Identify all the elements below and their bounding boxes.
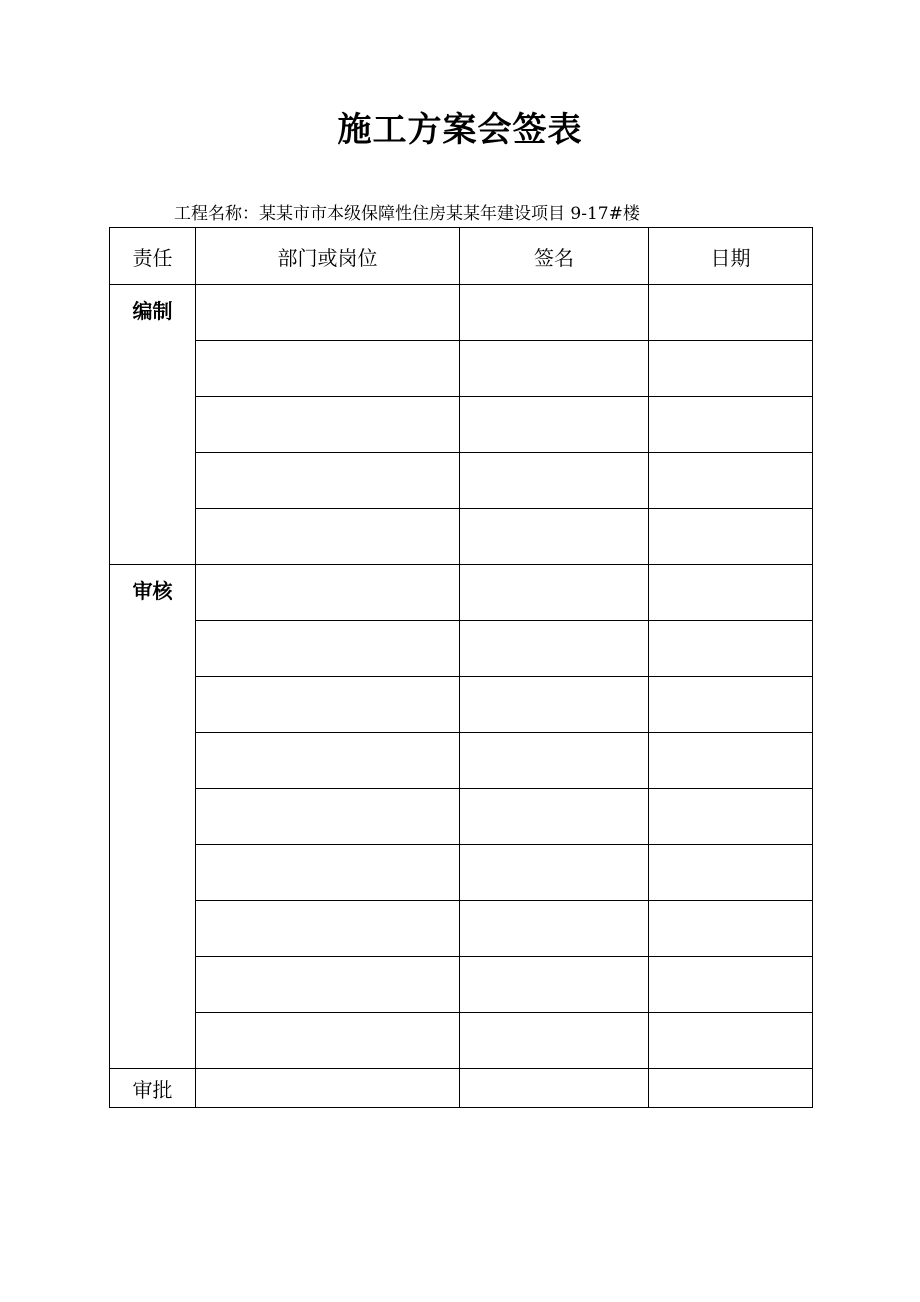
table-row: [110, 565, 813, 621]
date-cell[interactable]: [649, 453, 813, 509]
department-cell[interactable]: [196, 901, 460, 957]
signature-cell[interactable]: [460, 509, 649, 565]
table-row: [110, 733, 813, 789]
date-cell[interactable]: [649, 957, 813, 1013]
table-row: [110, 1069, 813, 1108]
department-cell[interactable]: [196, 397, 460, 453]
section-label-approve: 审批: [110, 1069, 196, 1108]
table-row: [110, 957, 813, 1013]
department-cell[interactable]: [196, 677, 460, 733]
date-cell[interactable]: [649, 621, 813, 677]
signature-cell[interactable]: [460, 453, 649, 509]
signature-cell[interactable]: [460, 957, 649, 1013]
date-cell[interactable]: [649, 901, 813, 957]
table-row: [110, 509, 813, 565]
date-cell[interactable]: [649, 733, 813, 789]
page-title: 施工方案会签表: [337, 110, 583, 150]
signature-cell[interactable]: [460, 285, 649, 341]
header-date: 日期: [649, 228, 813, 285]
signature-cell[interactable]: [460, 341, 649, 397]
header-signature: 签名: [460, 228, 649, 285]
department-cell[interactable]: [196, 845, 460, 901]
department-cell[interactable]: [196, 957, 460, 1013]
table-row: [110, 621, 813, 677]
section-label-review: 审核: [110, 565, 196, 1069]
department-cell[interactable]: [196, 1069, 460, 1108]
signature-cell[interactable]: [460, 789, 649, 845]
signature-cell[interactable]: [460, 901, 649, 957]
table-row: [110, 901, 813, 957]
department-cell[interactable]: [196, 453, 460, 509]
section-label-compile: 编制: [110, 285, 196, 565]
date-cell[interactable]: [649, 845, 813, 901]
date-cell[interactable]: [649, 509, 813, 565]
table-header-row: [110, 228, 813, 285]
table-row: [110, 285, 813, 341]
department-cell[interactable]: [196, 1013, 460, 1069]
date-cell[interactable]: [649, 565, 813, 621]
department-cell[interactable]: [196, 565, 460, 621]
table-row: [110, 789, 813, 845]
project-name-line: 工程名称：某某市市本级保障性住房某某年建设项目 9-17#楼: [174, 204, 640, 224]
date-cell[interactable]: [649, 1013, 813, 1069]
table-row: [110, 397, 813, 453]
table-row: [110, 677, 813, 733]
table-row: [110, 453, 813, 509]
date-cell[interactable]: [649, 1069, 813, 1108]
signature-cell[interactable]: [460, 565, 649, 621]
signoff-table: [109, 227, 813, 1108]
signature-cell[interactable]: [460, 1069, 649, 1108]
department-cell[interactable]: [196, 621, 460, 677]
table-row: [110, 341, 813, 397]
header-department: 部门或岗位: [196, 228, 460, 285]
signature-cell[interactable]: [460, 621, 649, 677]
date-cell[interactable]: [649, 341, 813, 397]
signature-cell[interactable]: [460, 1013, 649, 1069]
department-cell[interactable]: [196, 733, 460, 789]
signature-cell[interactable]: [460, 733, 649, 789]
signature-cell[interactable]: [460, 677, 649, 733]
date-cell[interactable]: [649, 285, 813, 341]
signature-cell[interactable]: [460, 397, 649, 453]
department-cell[interactable]: [196, 509, 460, 565]
department-cell[interactable]: [196, 341, 460, 397]
date-cell[interactable]: [649, 397, 813, 453]
department-cell[interactable]: [196, 285, 460, 341]
table-row: [110, 1013, 813, 1069]
table-row: [110, 845, 813, 901]
header-responsibility: 责任: [110, 228, 196, 285]
date-cell[interactable]: [649, 677, 813, 733]
signature-cell[interactable]: [460, 845, 649, 901]
department-cell[interactable]: [196, 789, 460, 845]
date-cell[interactable]: [649, 789, 813, 845]
